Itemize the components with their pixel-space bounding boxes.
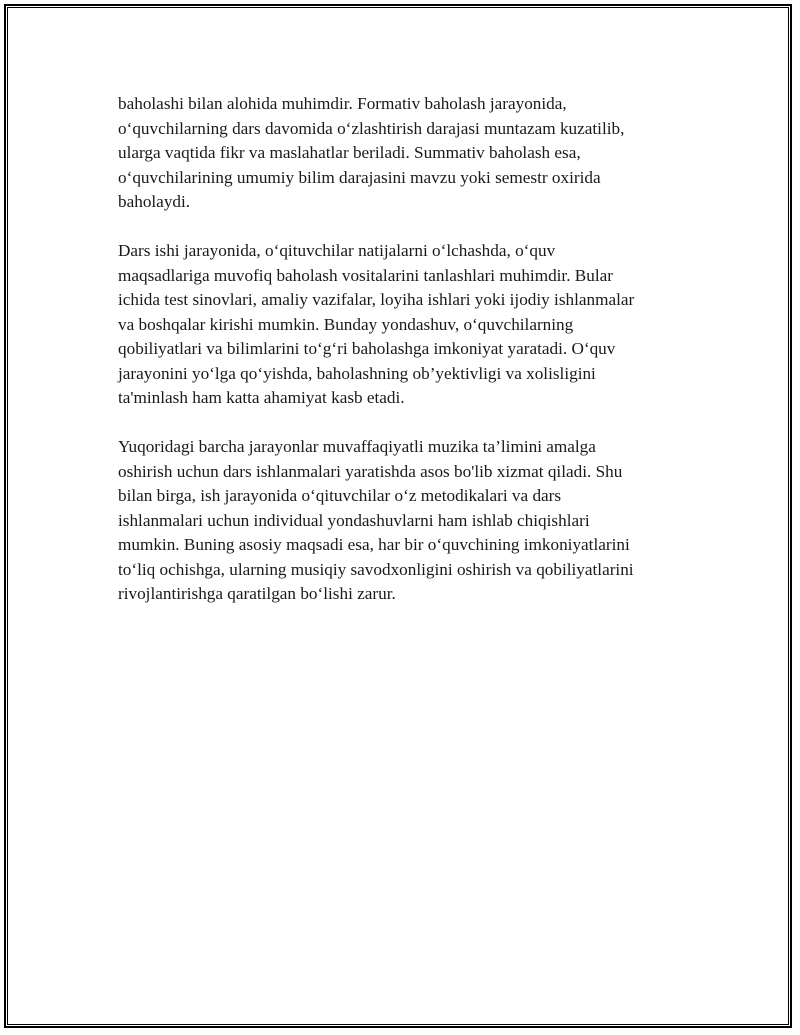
text-line: oshirish uchun dars ishlanmalari yaratishda asos bo'lib xizmat qiladi. Shu [118,461,623,481]
paragraph-1 [118,92,708,215]
text-line: va boshqalar kirishi mumkin. Bunday yondashuv, o‘quvchilarning [118,314,574,334]
text-line: maqsadlariga muvofiq baholash vositalarini tanlashlari muhimdir. Bular [118,265,613,285]
paragraph-2 [118,239,708,411]
text-line: ichida test sinovlari, amaliy vazifalar, loyiha ishlari yoki ijodiy ishlanmalar [118,290,635,309]
text-line: bilan birga, ish jarayonida o‘qituvchilar o‘z metodikalari va dars [118,486,562,505]
text-line: o‘quvchilarining umumiy bilim darajasini mavzu yoki semestr oxirida [118,167,601,187]
text-line: qobiliyatlari va bilimlarini to‘g‘ri baholashga imkoniyat yaratadi. O‘quv [118,339,616,358]
text-line: Yuqoridagi barcha jarayonlar muvaffaqiyatli muzika ta’limini amalga [118,437,596,456]
paragraph-3 [118,435,708,607]
text-line: mumkin. Buning asosiy maqsadi esa, har bir o‘quvchining imkoniyatlarini [118,535,630,554]
text-line: baholaydi. [118,192,191,211]
text-line: o‘quvchilarning dars davomida o‘zlashtirish darajasi muntazam kuzatilib, [118,118,625,138]
document-body [118,92,708,631]
text-line: ularga vaqtida fikr va maslahatlar beriladi. Summativ baholash esa, [118,143,581,162]
text-line: to‘liq ochishga, ularning musiqiy savodxonligini oshirish va qobiliyatlarini [118,559,634,579]
text-line: ta'minlash ham katta ahamiyat kasb etadi. [118,388,405,407]
text-line: ishlanmalari uchun individual yondashuvlarni ham ishlab chiqishlari [118,510,590,530]
text-line: Dars ishi jarayonida, o‘qituvchilar natijalarni o‘lchashda, o‘quv [118,241,556,260]
text-line: baholashi bilan alohida muhimdir. Formativ baholash jarayonida, [118,94,567,113]
text-line: rivojlantirishga qaratilgan bo‘lishi zarur. [118,584,396,603]
text-line: jarayonini yo‘lga qo‘yishda, baholashning ob’yektivligi va xolisligini [118,363,596,383]
